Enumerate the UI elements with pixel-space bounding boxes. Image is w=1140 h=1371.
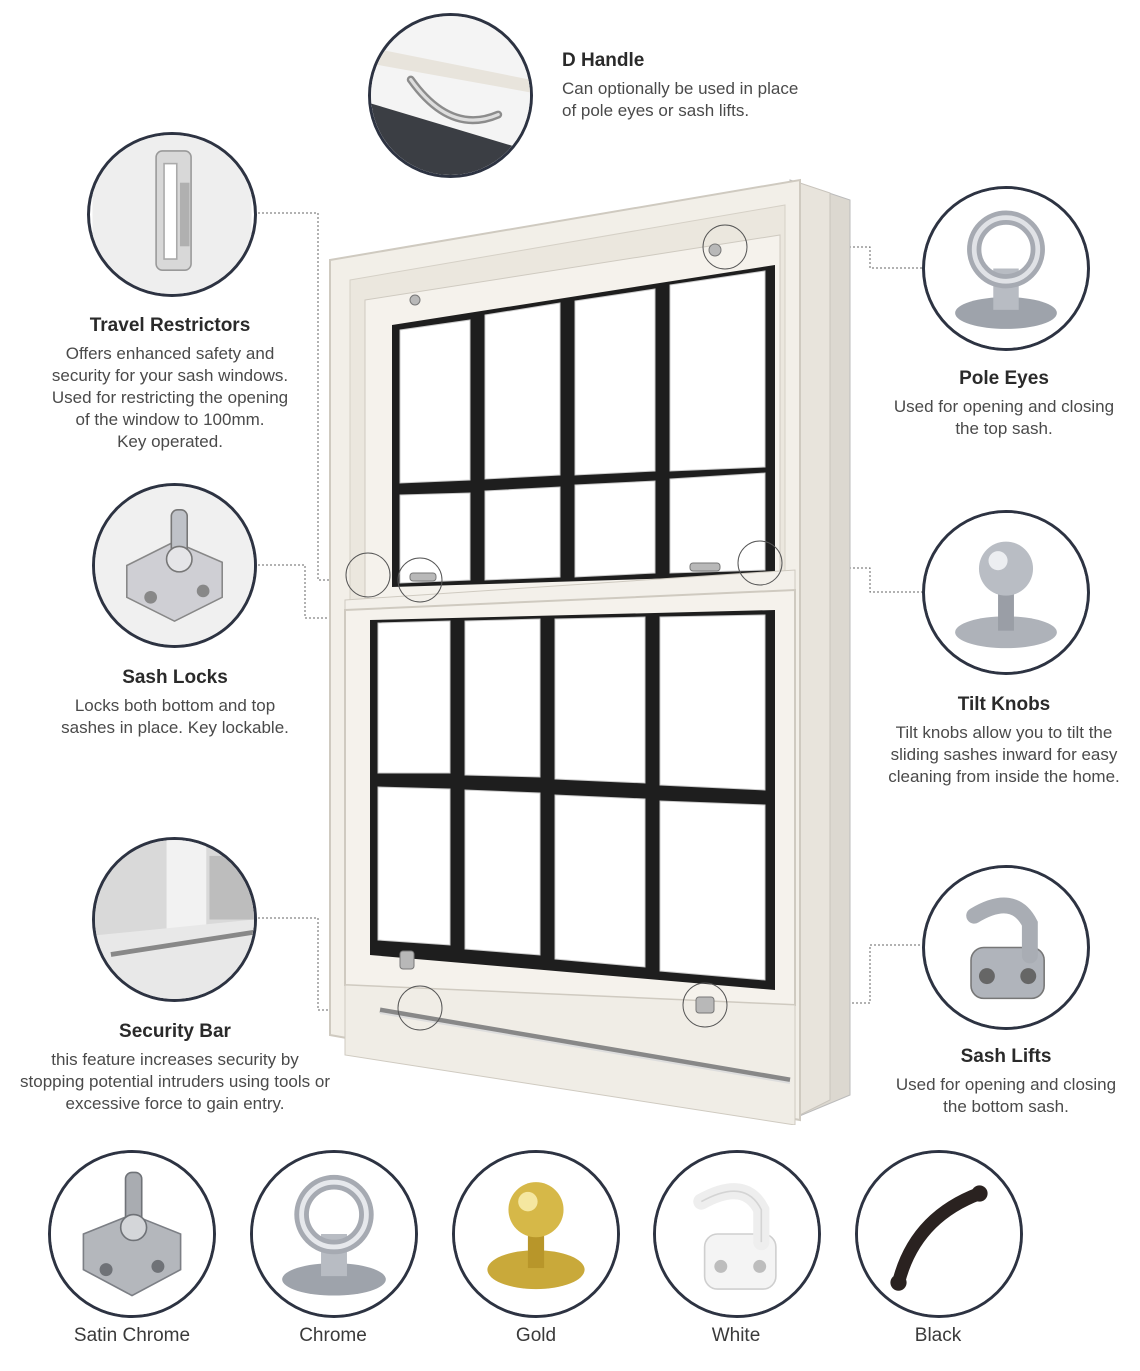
pole-eye-icon [925, 189, 1087, 348]
sash-locks-title: Sash Locks [122, 667, 228, 688]
sash-lock-image [92, 483, 257, 648]
finish-satin-chrome-image [48, 1150, 216, 1318]
white-sash-lift-icon [656, 1153, 818, 1315]
tilt-knobs-desc-line-3: cleaning from inside the home. [888, 767, 1120, 786]
sash-locks-desc-line-1: Locks both bottom and top [74, 696, 276, 715]
travel-restrictors-desc-line-1: Offers enhanced safety and [65, 344, 275, 363]
sash-window-illustration [320, 175, 860, 1125]
travel-restrictors-desc-line-3: Used for restricting the opening [51, 388, 289, 407]
security-bar-title: Security Bar [119, 1021, 231, 1042]
black-d-handle-icon [858, 1153, 1020, 1315]
finish-chrome-image [250, 1150, 418, 1318]
finish-label-gold: Gold [515, 1325, 557, 1346]
security-bar-desc-line-2: stopping potential intruders using tools or [20, 1072, 330, 1091]
sash-lifts-text [872, 1046, 1140, 1118]
tilt-knob-icon [925, 513, 1087, 672]
finish-black-image [855, 1150, 1023, 1318]
finish-label-chrome: Chrome [299, 1325, 367, 1346]
pole-eyes-title: Pole Eyes [959, 368, 1049, 389]
travel-restrictors-desc-line-4: of the window to 100mm. [75, 410, 265, 429]
travel-restrictors-desc-line-2: security for your sash windows. [51, 366, 289, 385]
security-bar-text [0, 1021, 350, 1115]
finish-label-satin-chrome: Satin Chrome [73, 1325, 191, 1346]
sash-lift-icon [925, 868, 1087, 1027]
sash-lock-icon [95, 486, 254, 645]
sash-locks-desc-line-2: sashes in place. Key lockable. [61, 718, 289, 737]
travel-restrictor-image [87, 132, 257, 297]
security-bar-icon [95, 840, 254, 999]
security-bar-desc-line-3: excessive force to gain entry. [65, 1094, 285, 1113]
travel-restrictors-text [20, 315, 320, 453]
travel-restrictors-title: Travel Restrictors [89, 315, 251, 336]
sash-lifts-title: Sash Lifts [960, 1046, 1052, 1067]
sash-locks-text [25, 667, 325, 739]
d-handle-image [368, 13, 533, 178]
d-handle-desc-line-2: of pole eyes or sash lifts. [562, 101, 750, 120]
tilt-knobs-text [868, 694, 1140, 788]
sash-lifts-desc-line-2: the bottom sash. [943, 1097, 1069, 1116]
security-bar-desc-line-1: this feature increases security by [51, 1050, 299, 1069]
pole-eye-image [922, 186, 1090, 351]
finish-label-black: Black [914, 1325, 962, 1346]
travel-restrictor-icon [90, 135, 254, 294]
d-handle-desc-line-1: Can optionally be used in place [562, 79, 799, 98]
gold-tilt-knob-icon [455, 1153, 617, 1315]
chrome-pole-eye-icon [253, 1153, 415, 1315]
tilt-knobs-desc-line-2: sliding sashes inward for easy [890, 745, 1118, 764]
tilt-knob-image [922, 510, 1090, 675]
tilt-knobs-desc-line-1: Tilt knobs allow you to tilt the [895, 723, 1113, 742]
travel-restrictors-desc-line-5: Key operated. [117, 432, 223, 451]
d-handle-icon [371, 16, 530, 175]
d-handle-title: D Handle [562, 50, 645, 71]
security-bar-image [92, 837, 257, 1002]
sash-lifts-desc-line-1: Used for opening and closing [895, 1075, 1117, 1094]
pole-eyes-desc-line-1: Used for opening and closing [893, 397, 1115, 416]
satin-chrome-lock-icon [51, 1153, 213, 1315]
finish-label-white: White [711, 1325, 761, 1346]
sash-lift-image [922, 865, 1090, 1030]
finish-white-image [653, 1150, 821, 1318]
d-handle-text [562, 50, 862, 122]
pole-eyes-text [870, 368, 1138, 440]
pole-eyes-desc-line-2: the top sash. [955, 419, 1053, 438]
finish-gold-image [452, 1150, 620, 1318]
tilt-knobs-title: Tilt Knobs [957, 694, 1051, 715]
